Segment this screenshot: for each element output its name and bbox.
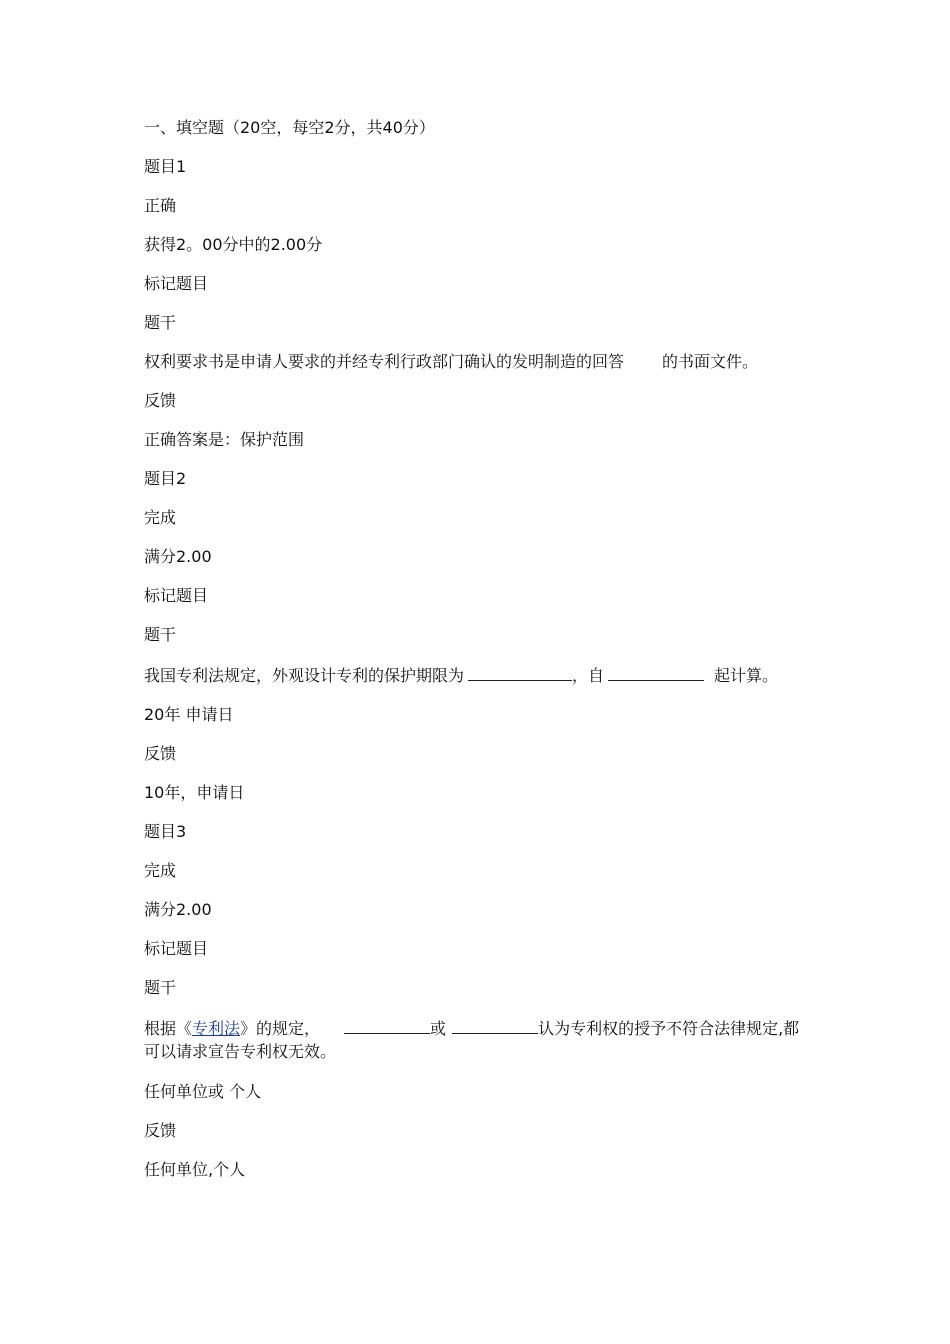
stem-text: 或	[430, 1019, 447, 1038]
question-score: 获得2。00分中的2.00分	[144, 235, 323, 254]
stem-label: 题干	[144, 313, 177, 332]
question-number: 题目3	[144, 822, 187, 841]
question-status: 完成	[144, 508, 177, 527]
stem-text: 认为专利权的授予不符合法律规定,都可以请求宣告专利权无效。	[144, 1019, 800, 1061]
flag-question-link[interactable]: 标记题目	[144, 586, 209, 605]
question-score: 满分2.00	[144, 900, 212, 919]
stem-label: 题干	[144, 978, 177, 997]
document-page	[144, 118, 824, 1199]
question-stem	[144, 1017, 804, 1063]
question-stem	[144, 352, 824, 372]
question-stem	[144, 664, 824, 686]
flag-question-link[interactable]: 标记题目	[144, 939, 209, 958]
feedback-label: 反馈	[144, 744, 177, 763]
patent-law-link[interactable]: 专利法	[192, 1019, 241, 1038]
correct-answer: 正确答案是：保护范围	[144, 430, 305, 449]
fill-blank	[344, 1017, 430, 1034]
stem-text: 我国专利法规定，外观设计专利的保护期限为	[144, 666, 465, 685]
stem-text: 》的规定，	[240, 1019, 321, 1038]
feedback-label: 反馈	[144, 1121, 177, 1140]
question-number: 题目2	[144, 469, 187, 488]
stem-text: 起计算。	[714, 666, 779, 685]
question-status: 完成	[144, 861, 177, 880]
stem-text: ，自	[572, 666, 605, 685]
stem-text: 根据《	[144, 1019, 193, 1038]
question-status: 正确	[144, 196, 177, 215]
stem-text: 权利要求书是申请人要求的并经专利行政部门确认的发明制造的回答	[144, 352, 625, 371]
stem-text: 的书面文件。	[662, 352, 759, 371]
student-answer: 20年 申请日	[144, 705, 234, 724]
feedback-label: 反馈	[144, 391, 177, 410]
question-number: 题目1	[144, 157, 187, 176]
section-title: 一、填空题（20空，每空2分，共40分）	[144, 118, 435, 137]
fill-blank	[468, 664, 572, 681]
fill-blank	[608, 664, 704, 681]
feedback-text: 任何单位,个人	[144, 1160, 246, 1179]
flag-question-link[interactable]: 标记题目	[144, 274, 209, 293]
student-answer: 任何单位或 个人	[144, 1082, 262, 1101]
question-score: 满分2.00	[144, 547, 212, 566]
fill-blank	[452, 1017, 538, 1034]
feedback-text: 10年，申请日	[144, 783, 245, 802]
stem-label: 题干	[144, 625, 177, 644]
